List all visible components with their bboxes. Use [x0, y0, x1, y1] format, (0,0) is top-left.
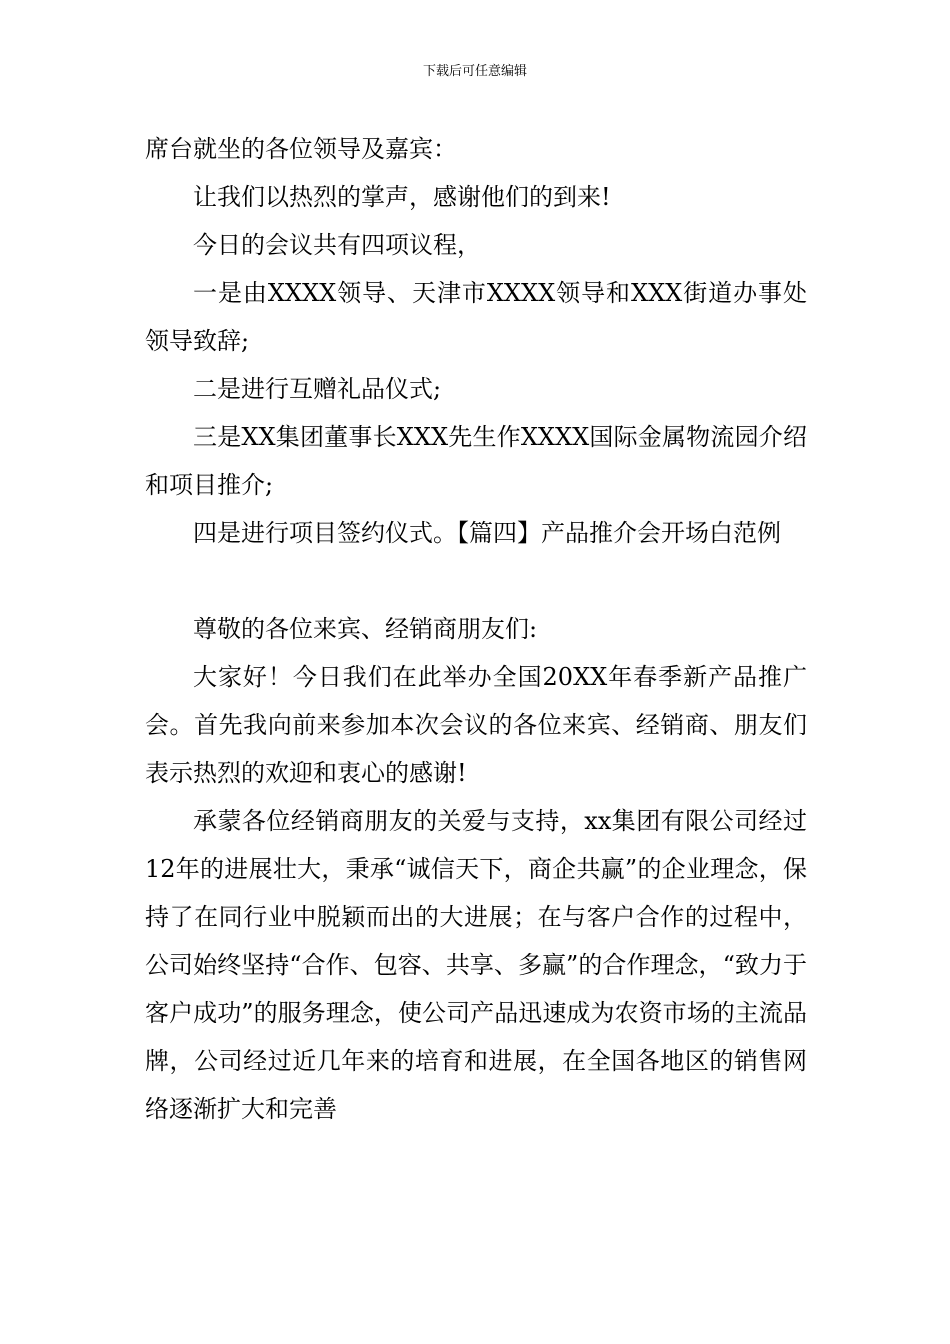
paragraph: 尊敬的各位来宾、经销商朋友们:	[193, 615, 538, 643]
paragraph: 大家好！今日我们在此举办全国20XX年春季新产品推广会。首先我向前来参加本次会议的各位来宾、经销商、朋友们表示热烈的欢迎和衷心的感谢!	[145, 663, 807, 787]
page-header: 下载后可任意编辑	[422, 64, 527, 79]
paragraph: 一是由XXXX领导、天津市XXXX领导和XXX街道办事处领导致辞;	[145, 279, 807, 355]
document-body	[145, 125, 807, 1133]
paragraph: 承蒙各位经销商朋友的关爱与支持，xx集团有限公司经过12年的进展壮大，秉承“诚信天下，商企共赢”的企业理念，保持了在同行业中脱颖而出的大进展；在与客户合作的过程中，公司始终坚持“合作、包容、共享、多赢”的合作理念，“致力于客户成功”的服务理念，使公司产品迅速成为农资市场的主流品牌，公司经过近几年来的培育和进展，在全国各地区的销售网络逐渐扩大和完善	[145, 807, 807, 1123]
blank-line	[145, 557, 807, 605]
paragraph: 二是进行互赠礼品仪式;	[193, 375, 442, 403]
paragraph: 席台就坐的各位领导及嘉宾：	[145, 135, 457, 163]
paragraph: 四是进行项目签约仪式。【篇四】产品推介会开场白范例	[193, 519, 781, 547]
paragraph: 今日的会议共有四项议程，	[193, 231, 481, 259]
paragraph: 三是XX集团董事长XXX先生作XXXX国际金属物流园介绍和项目推介;	[145, 423, 807, 499]
paragraph: 让我们以热烈的掌声，感谢他们的到来!	[193, 183, 611, 211]
